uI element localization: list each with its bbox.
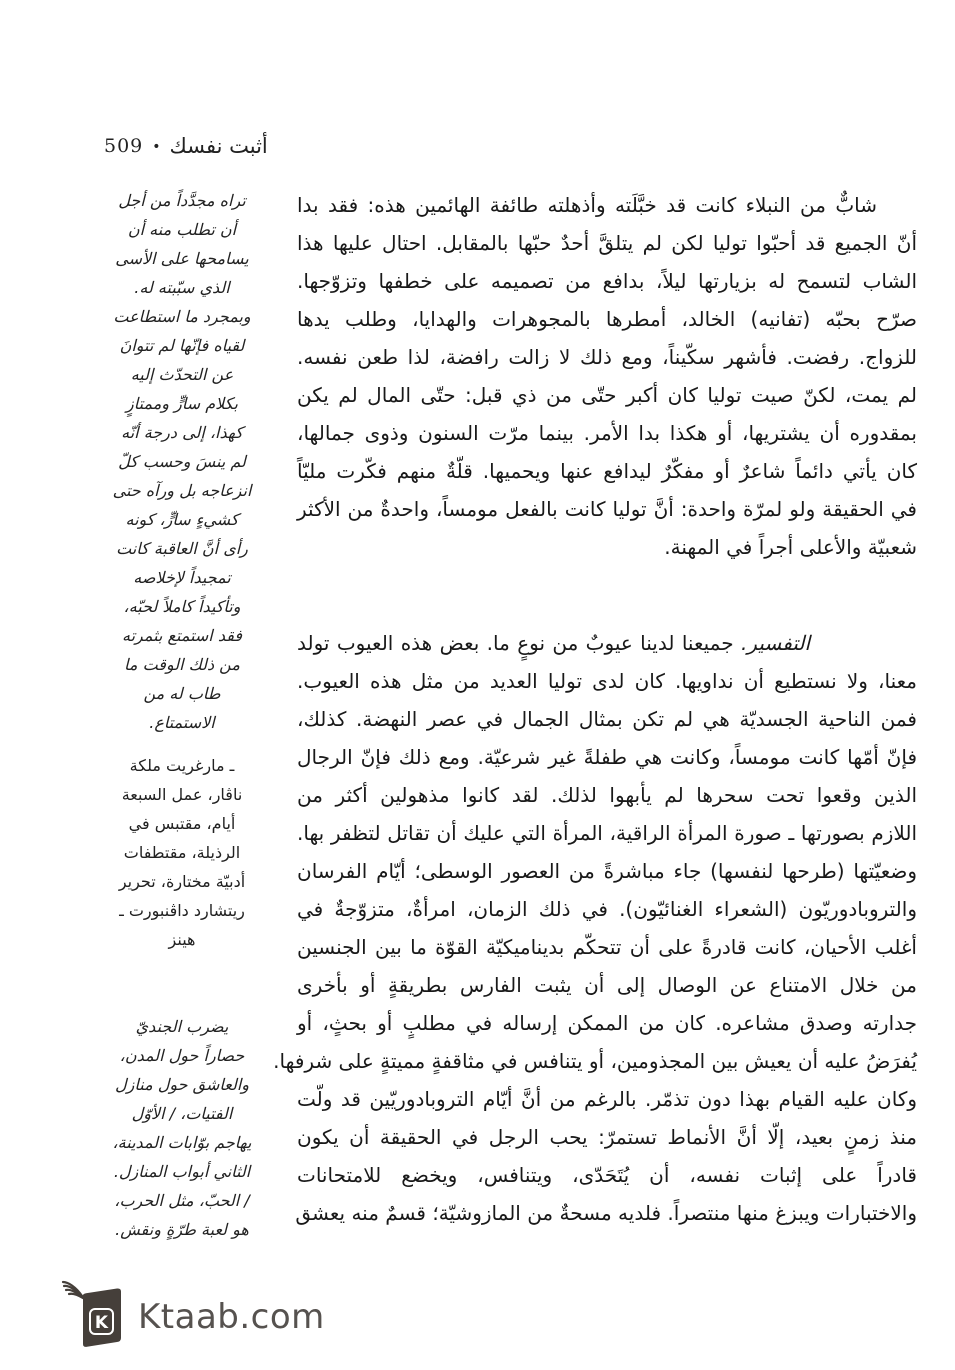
body-line: الشاب لتسمح له بزيارتها ليلاً، بدافع من تصميمه على خطفها وتزوّجها. [297,269,917,293]
body-line: في الحقيقة ولو لمرّة واحدة: أنَّ توليا كانت بالفعل مومساً، واحدةٌ من الأكثر [297,497,917,521]
margin-note-line: لم ينسَ وحسب كلّ [118,452,246,471]
body-line: بمقدوره أن يشتريها، أو هكذا بدا الأمر. بينما مرّت السنون وذوى جمالها، [297,421,917,445]
margin-attribution-line: ـ مارغريت ملكة [129,756,235,775]
running-title: أثبت نفسك [169,134,268,158]
body-line [297,624,917,662]
body-line: صرّح بحبّه (تفانيه) الخالد، أمطرها بالمجوهرات والهدايا، وطلب يدها [297,307,917,331]
svg-text:K: K [94,1313,109,1333]
margin-column [74,186,290,1244]
margin-attribution-line: ريتشارد داڤنبورت ـ [119,901,245,920]
body-line: يُفرَضُ عليه أن يعيش بين المجذومين، أو يتنافس في مثاقفةٍ مميتةٍ على شرفها. [273,1049,917,1073]
body-line: اللازم بصورتها ـ صورة المرأة الراقية، المرأة التي عليك أن تقاتل لتظفر بها. [297,821,917,845]
body-line: كان يأتي دائماً شاعرٌ أو مفكّرٌ ليدافع عنها ويحميها. قلّةٌ منهم فكّرت مليّاً [297,459,917,483]
margin-attribution-line: أدبيّة مختارة، تحرير [118,872,246,891]
body-line: فمن الناحية الجسديّة هي لم تكن بمثال الجمال في عصر النهضة. كذلك، [297,707,917,731]
body-line: جدارته وصدق مشاعره. كان من الممكن إرساله في مطلبٍ أو بحثٍ، أو [297,1011,917,1035]
body-line-text: جميعنا لدينا عيوبٌ من نوعٍ ما. بعض هذه العيوب تولد [297,631,734,655]
paragraph-interpretation-rest [273,662,917,1232]
margin-note-line: وبمجرد ما استطاعت [113,307,251,326]
logo-text: Ktaab.com [138,1297,325,1337]
book-k-icon [60,1278,126,1356]
body-line: أغلب الأحيان، كانت قادرةً على أن تتحكّم بديناميكيّة القوّة ما بين الجنسين [297,935,917,959]
body-line: من خلال الامتناع عن الوصال إلى أن يثبت الفارس بطريقةٍ أو بأخرى [297,973,917,997]
body-line: والاختبارات ويبزغ منها منتصراً. فلديه مسحةٌ من المازوشيّة؛ قسمٌ منه يعشق [295,1201,917,1225]
margin-note-line: يضرب الجنديّ [135,1017,229,1036]
margin-note-line: يسامحها على الأسى [115,249,249,268]
margin-note-1 [74,186,290,737]
margin-note-line: عن التحدّث إليه [130,365,234,384]
margin-note-line: انزعاجه بل ورآه حتى [112,481,252,500]
margin-attribution-line: أيام، مقتبس في [128,814,236,833]
body-line: فإنّ أمّها كانت مومساً، وكانت هي طفلةً غير شرعيّة. ومع ذلك فإنّ الرجال [297,745,917,769]
body-line: قادراً على إثبات نفسه، أن يُتَحَدّى، ويتنافس، ويخضع للامتحانات [297,1163,917,1187]
margin-note-line: / الحبّ، مثل الحرب، [114,1191,250,1210]
margin-note-line: تراه مجدَّداً من أجل [118,191,246,210]
body-line: وضعيّتها (طرحها لنفسها) جاء مباشرةً من العصور الوسطى؛ أيّام الفرسان [297,859,917,883]
margin-note-1-attribution [74,751,290,954]
body-line: لم يمت، لكنّ صيت توليا كان أكبر حتّى من ذي قبل: حتّى المال لم يكن [297,383,917,407]
margin-note-line: فقد استمتع بثمرته [122,626,242,645]
margin-note-line: الفتيات، / الأوّل [131,1104,233,1123]
body-line: أنّ الجميع قد أحبّوا توليا لكن لم يتلقَّ أحدٌ حبّها بالمقابل. احتال عليها هذا [297,231,917,255]
page-header [104,134,268,158]
paragraph-interpretation [273,624,917,1232]
header-bullet: • [152,139,161,155]
margin-note-line: كشيءٍ سارٍّ، كونه [125,510,239,529]
margin-attribution-line: هينز [168,930,196,949]
body-line: شابٌّ من النبلاء كانت قد خبَّلَته وأذهلته طائفة الهائمين هذه: فقد بدا [297,193,877,217]
margin-note-line: تمجيداً لإخلاصه [133,568,231,587]
margin-note-line: رأى أنَّ العاقبة كانت [116,539,248,558]
body-line: الذين وقعوا تحت سحرها لم يأبهوا لذلك. لقد كانوا مذهولين أكثر من [297,783,917,807]
margin-note-line: من ذلك الوقت ما [124,655,240,674]
margin-note-line: طاب له من [143,684,221,703]
page-number: 509 [104,135,144,157]
margin-note-line: لقياه فإنّها لم تتوانَ [119,336,245,355]
body-line: منذ زمنٍ بعيد، إلّا أنَّ الأنماط تستمرّ: يحب الرجل في الحقيقة أن يكون [297,1125,917,1149]
margin-note-line: بكلام سارٍّ وممتازٍ [126,394,238,413]
margin-note-line: أن تطلب منه أن [127,220,237,239]
body-line: وكان عليه القيام بهذا دون تذمّر. بالرغم من أنَّ أيّام التروبادوريّين قد ولّت [297,1087,917,1111]
body-line: شعبيّة والأعلى أجراً في المهنة. [664,535,917,559]
margin-note-line: حصاراً حول المدن، [119,1046,245,1065]
margin-note-line: هو لعبة طرّةٍ ونقش. [115,1220,249,1239]
margin-note-line: كهذا، إلى درجة أنّه [121,423,243,442]
margin-attribution-line: الرذيلة، مقتطفات [123,843,241,862]
margin-attribution-line: ناڤار، عمل السبعة [121,785,243,804]
margin-note-line: الذي سبّبته له. [134,278,230,297]
body-line: معنا، ولا نستطيع أن نداويها. كان لدى توليا العديد من مثل هذه العيوب. [297,669,917,693]
margin-note-line: الثاني أبواب المنازل. [113,1162,251,1181]
margin-note-line: يهاجم بوّابات المدينة، [112,1133,252,1152]
ktaab-watermark [60,1278,325,1356]
margin-note-line: وتأكيداً كاملاً لحبّه، [123,597,241,616]
interpretation-lead-word: التفسير. [740,631,811,655]
margin-note-line: الاستمتاع. [149,713,215,732]
margin-note-2 [74,1012,290,1244]
margin-note-line: والعاشق حول منازل [115,1075,249,1094]
body-line: للزواج. رفضت. فأشهر سكّيناً، ومع ذلك لا زالت رافضة، لذا طعن نفسه. [297,345,917,369]
body-line: والتروبادوريّون (الشعراء الغنائيّون). في ذلك الزمان، امرأةٌ، متزوّجةٌ في [297,897,917,921]
body-text-column [273,186,917,1232]
paragraph-story [297,186,917,566]
